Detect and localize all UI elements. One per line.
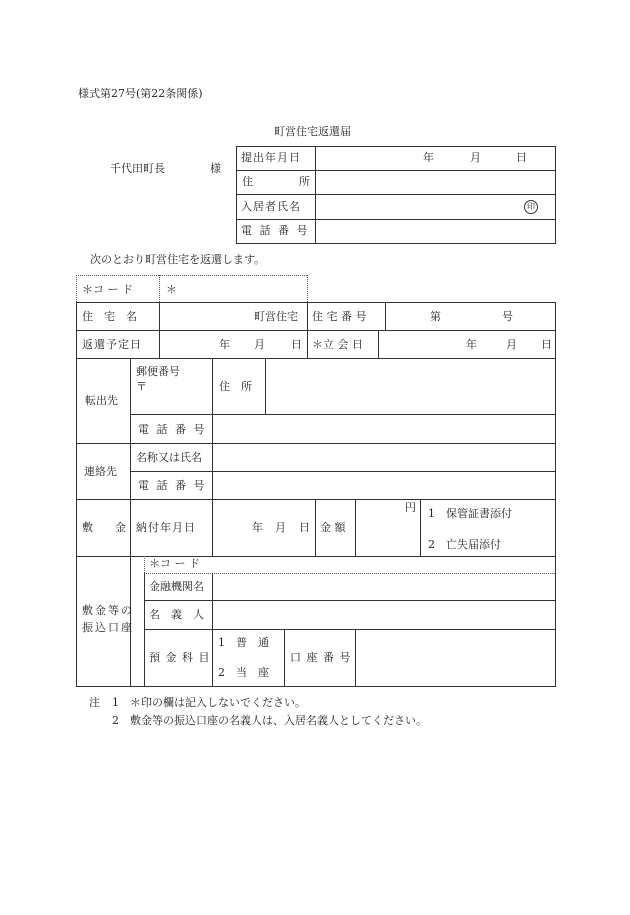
return-date-label: 返還予定日	[82, 338, 142, 351]
move-address-label: 住 所	[219, 380, 252, 393]
submit-day: 日	[516, 151, 527, 164]
move-phone-label: 電 話 番 号	[138, 423, 207, 436]
payment-month: 月	[275, 521, 286, 534]
move-destination-label: 転出先	[85, 394, 118, 407]
housing-name-label: 住 宅 名	[82, 310, 137, 323]
inspection-date-label: ＊立 会 日	[312, 338, 363, 351]
seal-icon: 印	[524, 200, 538, 214]
account-number-label: 口 座 番 号	[290, 651, 352, 664]
phone-label: 電 話 番 号	[241, 224, 310, 237]
transfer-account-label-2: 振込口座	[82, 621, 134, 634]
code-label: ＊コ ー ド	[82, 283, 133, 296]
housing-number-dai: 第	[430, 310, 441, 323]
inspection-month: 月	[506, 338, 517, 351]
note-1: 1 ＊印の欄は記入しないでください。	[112, 696, 306, 709]
address-label-2: 所	[299, 175, 310, 188]
contact-label: 連絡先	[84, 465, 117, 478]
municipal-housing: 町営住宅	[254, 310, 298, 323]
note-label: 注	[89, 696, 100, 709]
payment-year: 年	[252, 521, 263, 534]
form-number: 様式第27号(第22条関係)	[78, 87, 203, 100]
inspection-year: 年	[466, 338, 477, 351]
note-2: 2 敷金等の振込口座の名義人は、入居名義人としてください。	[112, 714, 427, 727]
inspection-day: 日	[541, 338, 552, 351]
account-holder-label: 名 義 人	[149, 608, 204, 621]
submit-month: 月	[470, 151, 481, 164]
intro-text: 次のとおり町営住宅を返還します。	[90, 253, 266, 266]
deposit-type-label: 預 金 科 目	[149, 651, 211, 664]
form-title: 町営住宅返還届	[274, 125, 351, 138]
postal-code-label: 郵便番号	[136, 365, 180, 378]
addressee-honorific: 様	[210, 162, 221, 175]
option-loss-notice: 2 亡失届添付	[428, 538, 501, 551]
address-label-1: 住	[242, 175, 253, 188]
payment-date-label: 納付年月日	[136, 521, 196, 534]
contact-phone-label: 電 話 番 号	[138, 479, 207, 492]
bank-code-label: ＊コ ー ド	[149, 557, 200, 570]
housing-number-go: 号	[502, 310, 513, 323]
housing-number-label: 住 宅 番 号	[312, 310, 367, 323]
amount-label: 金 額	[320, 521, 346, 534]
deposit-type-current: 2 当 座	[218, 666, 269, 679]
return-day: 日	[291, 338, 302, 351]
yen-unit: 円	[405, 501, 416, 514]
payment-day: 日	[299, 521, 310, 534]
addressee: 千代田町長	[110, 162, 165, 175]
resident-name-label: 入居者氏名	[241, 200, 301, 213]
submit-date-label: 提出年月日	[241, 151, 301, 164]
deposit-type-ordinary: 1 普 通	[218, 636, 269, 649]
postal-mark: 〒	[136, 380, 147, 393]
deposit-label: 敷 金	[82, 521, 126, 534]
return-month: 月	[254, 338, 265, 351]
submit-year: 年	[423, 151, 434, 164]
option-certificate: 1 保管証書添付	[428, 507, 512, 520]
code-value: ＊	[166, 283, 177, 296]
contact-name-label: 名称又は氏名	[136, 451, 202, 464]
bank-name-label: 金融機関名	[149, 580, 204, 593]
return-year: 年	[219, 338, 230, 351]
transfer-account-label-1: 敷金等の	[82, 604, 134, 617]
